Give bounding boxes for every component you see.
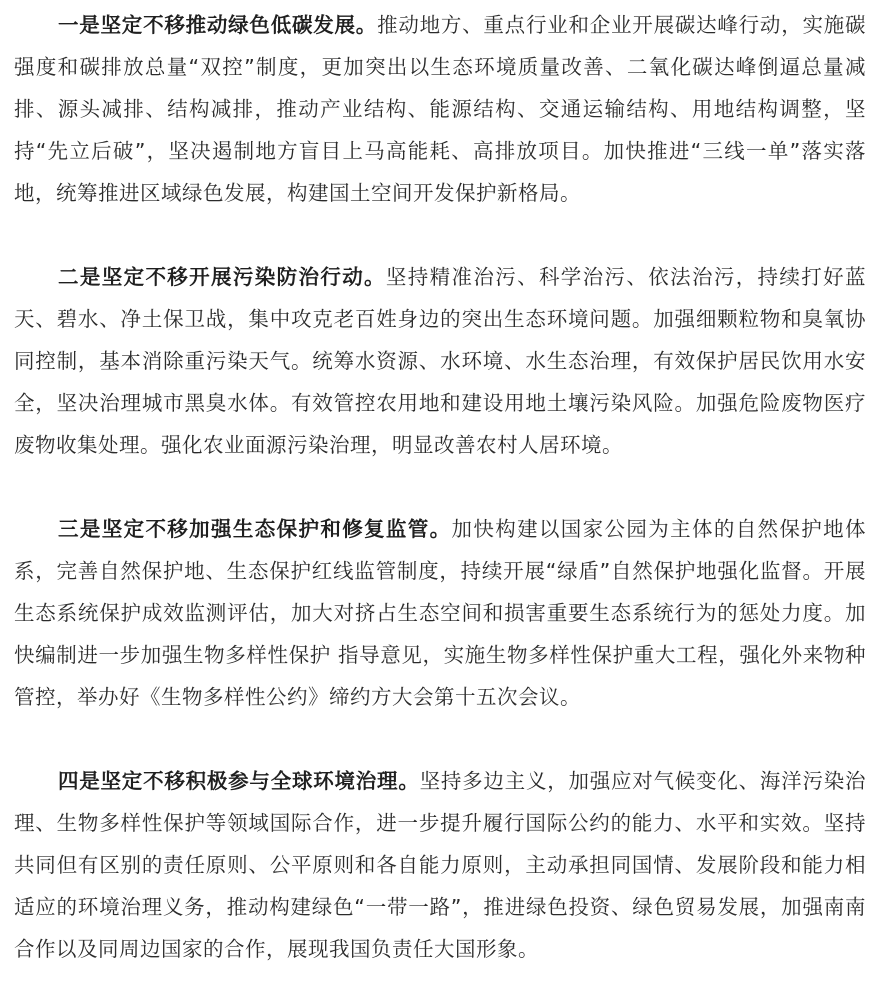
paragraph-lead: 一是坚定不移推动绿色低碳发展。: [58, 13, 378, 37]
paragraph-green-low-carbon: [14, 4, 866, 214]
paragraph-text: 坚持多边主义，加强应对气候变化、海洋污染治理、生物多样性保护等领域国际合作，进一步提升履行国际公约的能力、水平和实效。坚持共同但有区别的责任原则、公平原则和各自能力原则，主动承担同国情、发展阶段和能力相适应的环境治理义务，推动构建绿色“一带一路”，推进绿色投资、绿色贸易发展，加强南南合作以及同周边国家的合作，展现我国负责任大国形象。: [14, 769, 866, 961]
paragraph-pollution-control: [14, 256, 866, 466]
paragraph-text: 推动地方、重点行业和企业开展碳达峰行动，实施碳强度和碳排放总量“双控”制度，更加突出以生态环境质量改善、二氧化碳达峰倒逼总量减排、源头减排、结构减排，推动产业结构、能源结构、交通运输结构、用地结构调整，坚持“先立后破”，坚决遏制地方盲目上马高能耗、高排放项目。加快推进“三线一单”落实落地，统筹推进区域绿色发展，构建国土空间开发保护新格局。: [14, 13, 867, 205]
paragraph-ecological-protection: [14, 508, 866, 718]
paragraph-lead: 二是坚定不移开展污染防治行动。: [58, 265, 386, 289]
paragraph-text: 坚持精准治污、科学治污、依法治污，持续打好蓝天、碧水、净土保卫战，集中攻克老百姓身边的突出生态环境问题。加强细颗粒物和臭氧协同控制，基本消除重污染天气。统筹水资源、水环境、水生态治理，有效保护居民饮用水安全，坚决治理城市黑臭水体。有效管控农用地和建设用地土壤污染风险。加强危险废物医疗废物收集处理。强化农业面源污染治理，明显改善农村人居环境。: [14, 265, 867, 457]
paragraph-lead: 四是坚定不移积极参与全球环境治理。: [58, 769, 420, 793]
paragraph-lead: 三是坚定不移加强生态保护和修复监管。: [58, 517, 452, 541]
paragraph-text: 加快构建以国家公园为主体的自然保护地体系，完善自然保护地、生态保护红线监管制度，持续开展“绿盾”自然保护地强化监督。开展生态系统保护成效监测评估，加大对挤占生态空间和损害重要生态系统行为的惩处力度。加快编制进一步加强生物多样性保护 指导意见，实施生物多样性保护重大工程，强化外来物种管控，举办好《生物多样性公约》缔约方大会第十五次会议。: [14, 517, 866, 709]
paragraph-global-governance: [14, 760, 866, 970]
